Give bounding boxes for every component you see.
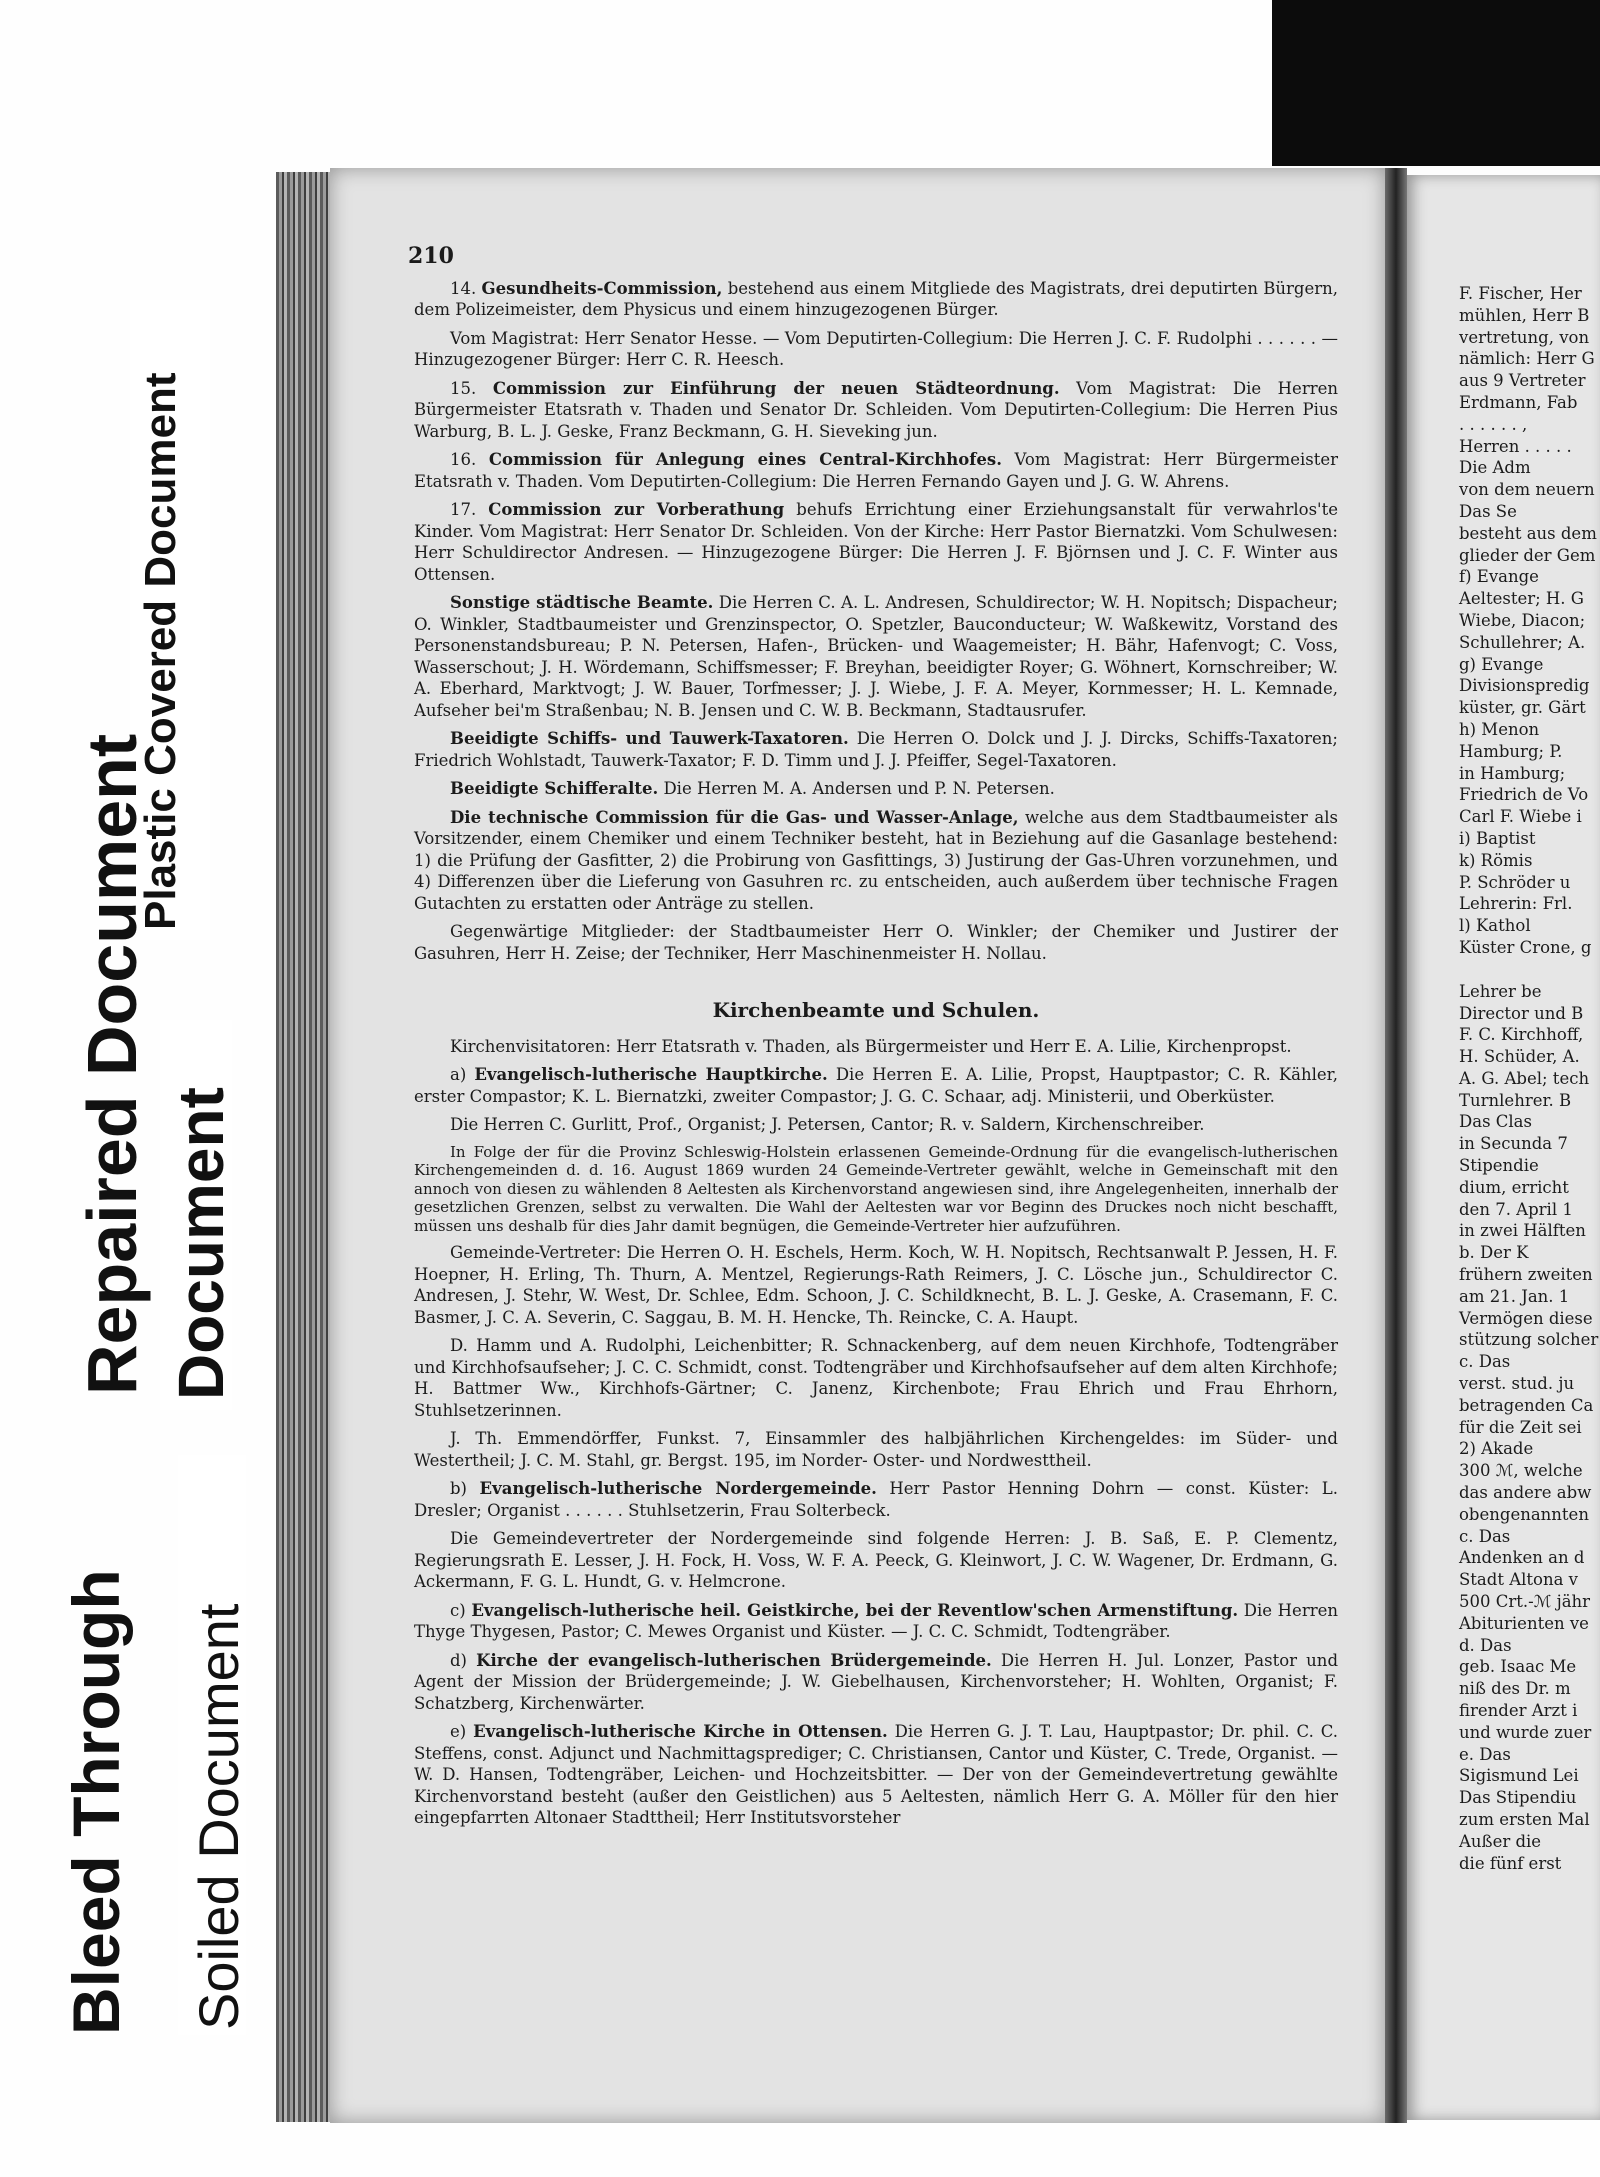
paragraph-text: Die Herren M. A. Andersen und P. N. Petersen. bbox=[658, 779, 1055, 798]
right-page-line: in Hamburg; bbox=[1459, 763, 1566, 783]
right-page-line: firender Arzt i bbox=[1459, 1701, 1578, 1720]
paragraph bbox=[414, 1528, 1338, 1593]
right-page-line: Vermögen diese bbox=[1459, 1308, 1593, 1328]
scan-black-corner bbox=[1272, 0, 1600, 166]
soiled-document-label: Soiled Document bbox=[187, 1603, 250, 2030]
right-page-line: Abiturienten ve bbox=[1459, 1613, 1589, 1633]
right-page-line: Divisionspredig bbox=[1459, 676, 1590, 696]
right-page-line: c. Das bbox=[1459, 1526, 1511, 1546]
right-page-line: vertretung, von bbox=[1459, 327, 1590, 347]
paragraph-text: Vom Magistrat: Herr Bürgermeister Etatsrath v. Thaden. Vom Deputirten-Collegium: Die Herren Fernando Gayen und J. G. W. Ahrens. bbox=[414, 450, 1339, 491]
right-page-line: in Secunda 7 bbox=[1459, 1134, 1568, 1154]
right-page-line: mühlen, Herr B bbox=[1459, 305, 1590, 325]
paragraph-text: Gegenwärtige Mitglieder: der Stadtbaumeister Herr O. Winkler; der Chemiker und Justirer der Gasuhren, Herr H. Zeise; der Techniker, Herr Maschinenmeister H. Nollau. bbox=[414, 922, 1338, 963]
right-page-line: f) Evange bbox=[1459, 567, 1539, 587]
paragraph-number: 15. bbox=[450, 378, 493, 398]
paragraph bbox=[414, 328, 1338, 371]
right-page-line: Küster Crone, g bbox=[1459, 937, 1592, 957]
paragraph-number: 17. bbox=[450, 500, 489, 519]
paragraph-title: Evangelisch-lutherische Hauptkirche. bbox=[474, 1065, 828, 1084]
right-page-line: Friedrich de Vo bbox=[1459, 785, 1589, 805]
paragraph-number: 16. bbox=[450, 450, 489, 469]
paragraph-text: Die Herren Thyge Thygesen, Pastor; C. Mewes Organist und Küster. — J. C. C. Schmidt, Todtengräber. bbox=[414, 1600, 1338, 1641]
church-list bbox=[414, 1036, 1338, 1829]
paragraph bbox=[414, 778, 1338, 800]
right-page-line: frühern zweiten bbox=[1459, 1265, 1593, 1285]
right-page-line: Andenken an d bbox=[1459, 1548, 1585, 1568]
paragraph-text: Gemeinde-Vertreter: Die Herren O. H. Eschels, Herm. Koch, W. H. Nopitsch, Rechtsanwalt P. Jessen, H. F. Hoepner, H. Erling, Th. Thurn, A. Mentzel, Regierungs-Rath Reimers, J. C. Lösche jun., Schuldirector C. Andresen, J. Stehr, W. West, Dr. Schlee, Edm. Schoon, J. C. Schildknecht, B. L. J. Geske, A. Crasemann, F. C. Basmer, J. C. A. Severin, C. Saggau, B. M. H. Hencke, Th. Reincke, C. A. Haupt. bbox=[414, 1243, 1338, 1327]
paragraph-text: D. Hamm und A. Rudolphi, Leichenbitter; R. Schnackenberg, auf dem neuen Kirchhofe, Todtengräber und Kirchhofsaufseher; J. C. C. Schmidt, const. Todtengräber und Kirchhofsaufseher auf dem alten Kirchhofe; H. Battmer Ww., Kirchhofs-Gärtner; C. Janenz, Kirchenbote; Frau Ehrich und Frau Ehrhorn, Stuhlsetzerinnen. bbox=[414, 1336, 1338, 1420]
repaired-label: Repaired Document bbox=[73, 733, 151, 1395]
paragraph-text: Kirchenvisitatoren: Herr Etatsrath v. Thaden, als Bürgermeister und Herr E. A. Lilie, Kirchenpropst. bbox=[450, 1036, 1292, 1056]
paragraph bbox=[414, 807, 1338, 915]
paragraph-number: a) bbox=[450, 1065, 475, 1084]
document-word-label: Document bbox=[165, 1087, 237, 1400]
paragraph bbox=[414, 1036, 1338, 1058]
right-page-line: b. Der K bbox=[1459, 1243, 1529, 1263]
right-page-line: i) Baptist bbox=[1459, 828, 1536, 848]
paragraph-text: Die Herren C. A. L. Andresen, Schuldirector; W. H. Nopitsch; Dispacheur; O. Winkler, Stadtbaumeister und Grenzinspector, O. Spetzler, Bauconducteur; W. Waßkewitz, Vorstand des Personenstandsbureau; P. N. Petersen, Hafen-, Brücken- und Waagemeister; H. Bähr, Hafenvogt; C. Voss, Wasserschout; J. H. Wördemann, Schiffsmesser; F. Breyhan, beeidigter Royer; G. Wöhnert, Kornschreiber; W. A. Eberhard, Marktvogt; J. W. Bauer, Torfmesser; J. J. Wiebe, J. F. A. Meyer, Kornmesser; H. L. Kemnade, Aufseher bei'm Straßenbau; N. B. Jensen und C. W. B. Beckmann, Stadtausrufer. bbox=[414, 593, 1338, 720]
right-page-line: 2) Akade bbox=[1459, 1439, 1534, 1459]
right-page-line: Herren . . . . . bbox=[1459, 436, 1572, 456]
page-gutter bbox=[1385, 168, 1407, 2123]
right-page-line: am 21. Jan. 1 bbox=[1459, 1286, 1570, 1306]
paragraph-number: b) bbox=[450, 1479, 480, 1498]
right-page-line: Turnlehrer. B bbox=[1459, 1090, 1572, 1110]
right-page-line: für die Zeit sei bbox=[1459, 1417, 1582, 1437]
right-page-line: F. Fischer, Her bbox=[1459, 284, 1582, 303]
right-page-line: nämlich: Herr G bbox=[1459, 349, 1595, 369]
right-page-line: Lehrerin: Frl. bbox=[1459, 894, 1573, 914]
right-page-line: Das Stipendiu bbox=[1459, 1788, 1577, 1808]
paragraph-text: J. Th. Emmendörffer, Funkst. 7, Einsammler des halbjährlichen Kirchengeldes: im Süder- und Westertheil; J. C. M. Stahl, gr. Bergst. 195, im Norder- Oster- und Nordwesttheil. bbox=[414, 1429, 1338, 1470]
paragraph-title: Commission für Anlegung eines Central-Kirchhofes. bbox=[488, 450, 1002, 469]
paragraph bbox=[414, 1335, 1338, 1421]
right-page-line: das andere abw bbox=[1459, 1483, 1592, 1503]
paragraph bbox=[414, 1143, 1338, 1236]
left-page bbox=[330, 168, 1385, 2123]
page-number: 210 bbox=[408, 243, 454, 269]
section-heading: Kirchenbeamte und Schulen. bbox=[712, 998, 1040, 1022]
paragraph-title: Gesundheits-Commission, bbox=[481, 278, 723, 298]
right-page-line: Aeltester; H. G bbox=[1459, 589, 1584, 609]
paragraph-text: Die Herren E. A. Lilie, Propst, Hauptpastor; C. R. Kähler, erster Compastor; K. L. Biernatzki, zweiter Compastor; J. G. C. Schaar, adj. Ministerii, und Oberküster. bbox=[414, 1065, 1338, 1106]
paragraph bbox=[414, 1721, 1338, 1829]
right-page-line: aus 9 Vertreter bbox=[1459, 371, 1586, 391]
plastic-covered-label: Plastic Covered Document bbox=[136, 372, 185, 930]
right-page-line: k) Römis bbox=[1459, 850, 1533, 870]
paragraph-text: behufs Errichtung einer Erziehungsanstalt für verwahrlos'te Kinder. Vom Magistrat: Herr Senator Dr. Schleiden. Von der Kirche: Herr Pastor Biernatzki. Vom Schulwesen: Herr Schuldirector Andresen. — Hinzugezogene Bürger: Die Herren J. F. Björnsen und J. C. F. Winter aus Ottensen. bbox=[414, 500, 1338, 584]
right-page-line: glieder der Gem bbox=[1459, 545, 1596, 565]
right-page bbox=[1407, 175, 1600, 2120]
right-page-line: dium, erricht bbox=[1459, 1177, 1569, 1197]
right-page-line: zum ersten Mal bbox=[1459, 1809, 1590, 1829]
right-page-line bbox=[1459, 970, 1600, 981]
paragraph bbox=[414, 449, 1338, 492]
paragraph-title: Evangelisch-lutherische Kirche in Ottensen. bbox=[473, 1722, 888, 1741]
paragraph bbox=[414, 1064, 1338, 1107]
paragraph-text: Vom Magistrat: Die Herren Bürgermeister Etatsrath v. Thaden und Senator Dr. Schleiden. Vom Deputirten-Collegium: Die Herren Pius Warburg, B. L. J. Geske, Franz Beckmann, G. H. Sieveking jun. bbox=[414, 378, 1338, 441]
paragraph-title: Commission zur Einführung der neuen Städteordnung. bbox=[492, 378, 1060, 398]
paragraph-text: Die Herren O. Dolck und J. J. Dircks, Schiffs-Taxatoren; Friedrich Wohlstadt, Tauwerk-Taxator; F. D. Timm und J. J. Pfeiffer, Segel-Taxatoren. bbox=[414, 729, 1338, 770]
paragraph bbox=[414, 1242, 1338, 1328]
right-page-line: geb. Isaac Me bbox=[1459, 1657, 1577, 1677]
right-page-line: küster, gr. Gärt bbox=[1459, 698, 1586, 718]
paragraph-title: Commission zur Vorberathung bbox=[488, 500, 785, 519]
paragraph-title: Evangelisch-lutherische heil. Geistkirche, bei der Reventlow'schen Armenstiftung. bbox=[471, 1600, 1239, 1620]
right-page-line: verst. stud. ju bbox=[1459, 1374, 1575, 1394]
paragraph bbox=[414, 278, 1338, 321]
right-page-line: stützung solcher bbox=[1459, 1330, 1599, 1350]
right-page-line: und wurde zuer bbox=[1459, 1722, 1592, 1742]
bleed-through-label: Bleed Through bbox=[59, 1569, 133, 2035]
right-page-line: l) Kathol bbox=[1459, 916, 1531, 936]
right-page-lines bbox=[1459, 283, 1600, 1874]
right-page-line: den 7. April 1 bbox=[1459, 1199, 1573, 1219]
paragraph-title: Evangelisch-lutherische Nordergemeinde. bbox=[479, 1479, 877, 1498]
paragraph-number: 14. bbox=[450, 278, 482, 298]
paragraph bbox=[414, 1600, 1338, 1643]
right-page-line bbox=[1459, 959, 1600, 970]
paragraph-title: Beeidigte Schifferalte. bbox=[450, 779, 659, 798]
paragraph bbox=[414, 921, 1338, 964]
commission-list bbox=[414, 278, 1338, 965]
right-page-line: P. Schröder u bbox=[1459, 872, 1571, 892]
right-page-line: Director und B bbox=[1459, 1003, 1584, 1023]
right-page-line: Hamburg; P. bbox=[1459, 741, 1563, 761]
paragraph-text: In Folge der für die Provinz Schleswig-Holstein erlassenen Gemeinde-Ordnung für die evangelisch-lutherischen Kirchengemeinden d. d. 16. August 1869 wurden 24 Gemeinde-Vertreter gewählt, welche in Gemeinschaft mit den annoch von diesen zu wählenden 8 Aeltesten als Kirchenvorstand angewiesen sind, ihre Angelegenheiten, innerhalb der gesetzlichen Grenzen, selbst zu verwalten. Die Wahl der Aeltesten war vor Beginn des Druckes noch nicht beschafft, müssen uns deshalb für dies Jahr damit begnügen, die Gemeinde-Vertreter hier aufzuführen. bbox=[414, 1142, 1338, 1235]
paragraph-title: Kirche der evangelisch-lutherischen Brüdergemeinde. bbox=[476, 1650, 992, 1670]
right-page-line: g) Evange bbox=[1459, 654, 1544, 674]
paragraph-text: Die Gemeindevertreter der Nordergemeinde sind folgende Herren: J. B. Saß, E. P. Clementz, Regierungsrath E. Lesser, J. H. Fock, H. Voss, W. F. A. Peeck, G. Kleinwort, J. C. W. Wagener, Dr. Erdmann, G. Ackermann, F. G. L. Hundt, G. v. Helmcrone. bbox=[414, 1529, 1338, 1591]
book-spine bbox=[276, 172, 332, 2122]
paragraph bbox=[414, 1478, 1338, 1521]
right-page-line: obengenannten bbox=[1459, 1504, 1589, 1524]
right-page-line: Wiebe, Diacon; bbox=[1459, 610, 1586, 630]
right-page-line: Die Adm bbox=[1459, 458, 1531, 478]
right-page-line: Carl F. Wiebe i bbox=[1459, 807, 1582, 827]
right-page-line: Das Clas bbox=[1459, 1112, 1532, 1132]
paragraph-title: Die technische Commission für die Gas- und Wasser-Anlage, bbox=[450, 807, 1019, 827]
right-page-line: niß des Dr. m bbox=[1459, 1679, 1571, 1699]
page-content bbox=[408, 243, 1339, 1836]
paragraph-text: Die Herren H. Jul. Lonzer, Pastor und Agent der Mission der Brüdergemeinde; J. W. Giebelhausen, Kirchenvorsteher; H. Wohlten, Organist; F. Schatzberg, Kirchenwärter. bbox=[414, 1650, 1338, 1713]
paragraph-text: Vom Magistrat: Herr Senator Hesse. — Vom Deputirten-Collegium: Die Herren J. C. F. Rudolphi . . . . . . — Hinzugezogener Bürger: Herr C. R. Heesch. bbox=[414, 328, 1338, 369]
right-page-line: 500 Crt.-ℳ jähr bbox=[1459, 1592, 1591, 1612]
right-page-line: A. G. Abel; tech bbox=[1459, 1068, 1590, 1088]
paragraph-text: Herr Pastor Henning Dohrn — const. Küster: L. Dresler; Organist . . . . . . Stuhlsetzerin, Frau Solterbeck. bbox=[414, 1479, 1339, 1520]
paragraph bbox=[414, 1428, 1338, 1471]
paragraph-number: c) bbox=[450, 1600, 472, 1620]
right-page-line: Erdmann, Fab bbox=[1459, 392, 1578, 412]
right-page-line: e. Das bbox=[1459, 1744, 1511, 1764]
paragraph bbox=[414, 592, 1338, 721]
paragraph-text: bestehend aus einem Mitgliede des Magistrats, drei deputirten Bürgern, dem Polizeimeister, dem Physicus und einem hinzugezogenen Bürger. bbox=[414, 278, 1338, 319]
right-page-line: . . . . . . , bbox=[1459, 414, 1528, 434]
right-page-line: in zwei Hälften bbox=[1459, 1221, 1586, 1241]
right-page-line: besteht aus dem bbox=[1459, 523, 1597, 543]
paragraph bbox=[414, 1114, 1338, 1136]
right-page-line: c. Das bbox=[1459, 1352, 1511, 1372]
right-page-line: 300 ℳ, welche bbox=[1459, 1461, 1583, 1481]
paragraph-text: welche aus dem Stadtbaumeister als Vorsitzender, einem Chemiker und einem Techniker besteht, hat in Beziehung auf die Gasanlage bestehend: 1) die Prüfung der Gasfitter, 2) die Probirung von Gasfittings, 3) Justirung der Gas-Uhren vorzunehmen, und 4) Differenzen über die Lieferung von Gasuhren rc. zu entscheiden, auch außerdem über technische Fragen Gutachten zu erstatten oder Anträge zu stellen. bbox=[414, 807, 1338, 913]
right-page-line: Sigismund Lei bbox=[1459, 1766, 1579, 1786]
right-page-line: von dem neuern bbox=[1459, 480, 1595, 500]
right-page-line: Lehrer be bbox=[1459, 981, 1542, 1001]
paragraph-number: d) bbox=[450, 1650, 477, 1670]
paragraph bbox=[414, 1650, 1338, 1715]
right-page-line: d. Das bbox=[1459, 1635, 1512, 1655]
paragraph-text: Die Herren G. J. T. Lau, Hauptpastor; Dr. phil. C. C. Steffens, const. Adjunct und Nachmittagsprediger; C. Christiansen, Cantor und Küster, C. Trede, Organist. — W. D. Hansen, Todtengräber, Leichen- und Hochzeitsbitter. — Der von der Gemeindevertretung gewählte Kirchenvorstand besteht (außer den Geistlichen) aus 5 Aeltesten, nämlich Herr G. A. Möller für den hier eingepfarrten Altonaer Stadttheil; Herr Institutsvorsteher bbox=[414, 1722, 1338, 1827]
right-page-line: F. C. Kirchhoff, bbox=[1459, 1025, 1584, 1045]
right-page-line: betragenden Ca bbox=[1459, 1395, 1594, 1415]
right-page-line: Das Se bbox=[1459, 501, 1517, 521]
right-page-line: h) Menon bbox=[1459, 719, 1540, 739]
right-page-line: Außer die bbox=[1459, 1831, 1542, 1851]
paragraph-text: Die Herren C. Gurlitt, Prof., Organist; J. Petersen, Cantor; R. v. Saldern, Kirchenschreiber. bbox=[450, 1115, 1205, 1134]
paragraph bbox=[414, 378, 1338, 443]
paragraph bbox=[414, 728, 1338, 771]
right-page-line: die fünf erst bbox=[1459, 1853, 1562, 1873]
paragraph-title: Sonstige städtische Beamte. bbox=[450, 593, 714, 612]
right-page-line: Stipendie bbox=[1459, 1156, 1539, 1176]
paragraph-number: e) bbox=[450, 1722, 474, 1741]
paragraph-title: Beeidigte Schiffs- und Tauwerk-Taxatoren. bbox=[450, 729, 849, 748]
right-page-line: Schullehrer; A. bbox=[1459, 632, 1586, 652]
right-page-line: Stadt Altona v bbox=[1459, 1570, 1578, 1590]
paragraph bbox=[414, 499, 1338, 585]
right-page-line: H. Schüder, A. bbox=[1459, 1047, 1580, 1067]
